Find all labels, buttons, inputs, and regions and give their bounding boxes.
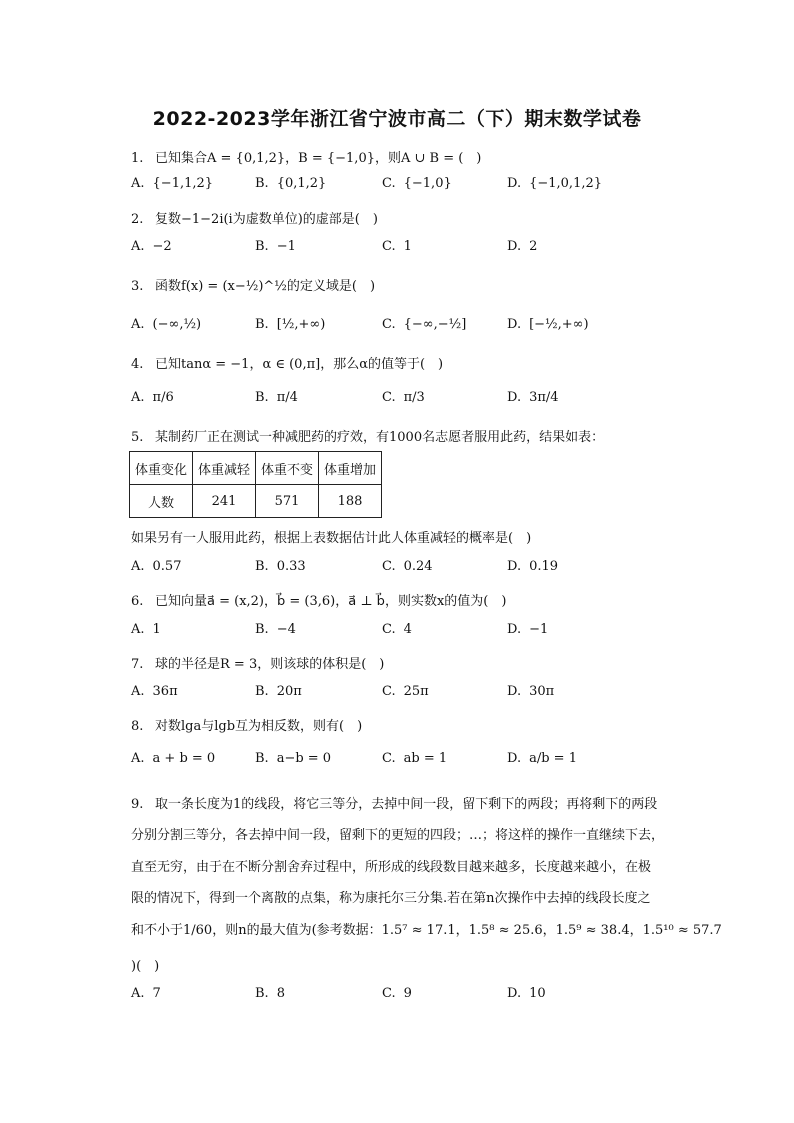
question-9 xyxy=(131,793,657,812)
option-c[interactable]: C. π/3 xyxy=(382,390,425,405)
option-a[interactable]: A. 0.57 xyxy=(131,559,182,574)
question-text: 取一条长度为1的线段，将它三等分，去掉中间一段，留下剩下的两段；再将剩下的两段 xyxy=(155,797,658,812)
option-d[interactable]: D. −1 xyxy=(507,622,549,637)
table-header-cell: 体重增加 xyxy=(319,452,382,485)
question-9-line: 和不小于1/60，则n的最大值为(参考数据：1.5⁷ ≈ 17.1，1.5⁸ ≈ 25.6，1.5⁹ ≈ 38.4，1.5¹⁰ ≈ 57.7 xyxy=(131,923,722,938)
option-a[interactable]: A. 36π xyxy=(131,684,178,699)
option-b[interactable]: B. 20π xyxy=(255,684,302,699)
option-c[interactable]: C. 0.24 xyxy=(382,559,433,574)
page-title: 2022-2023学年浙江省宁波市高二（下）期末数学试卷 xyxy=(152,108,642,130)
option-a[interactable]: A. a + b = 0 xyxy=(131,751,216,766)
question-text: 已知向量a⃗ = (x,2)，b⃗ = (3,6)，a⃗ ⊥ b⃗，则实数x的值为( ) xyxy=(155,594,507,609)
question-number: 7. xyxy=(131,657,144,672)
question-4 xyxy=(131,353,443,372)
question-text: 已知集合A = {0,1,2}，B = {−1,0}，则A ∪ B = ( ) xyxy=(155,151,482,166)
option-b[interactable]: B. −4 xyxy=(255,622,296,637)
question-number: 6. xyxy=(131,594,144,609)
options-6 xyxy=(131,622,731,642)
question-number: 3. xyxy=(131,279,144,294)
option-c[interactable]: C. 1 xyxy=(382,239,412,254)
options-7 xyxy=(131,684,731,704)
options-9 xyxy=(131,986,731,1006)
option-d[interactable]: D. 30π xyxy=(507,684,555,699)
options-5 xyxy=(131,559,731,579)
question-3 xyxy=(131,275,375,294)
option-b[interactable]: B. −1 xyxy=(255,239,296,254)
question-number: 4. xyxy=(131,357,144,372)
table-cell: 188 xyxy=(319,485,382,518)
question-number: 8. xyxy=(131,719,144,734)
table-header-row xyxy=(130,452,382,485)
option-c[interactable]: C. 4 xyxy=(382,622,412,637)
question-9-line: 限的情况下，得到一个离散的点集，称为康托尔三分集.若在第n次操作中去掉的线段长度之 xyxy=(131,891,651,906)
option-a[interactable]: A. π/6 xyxy=(131,390,174,405)
option-d[interactable]: D. 2 xyxy=(507,239,538,254)
question-5 xyxy=(131,426,604,445)
option-a[interactable]: A. (−∞,½) xyxy=(131,317,202,332)
option-a[interactable]: A. {−1,1,2} xyxy=(131,176,214,191)
question-9-line: 分别分割三等分，各去掉中间一段，留剩下的更短的四段；…；将这样的操作一直继续下去， xyxy=(131,828,665,843)
question-7 xyxy=(131,653,384,672)
question-text: 已知tanα = −1，α ∈ (0,π]，那么α的值等于( ) xyxy=(155,357,444,372)
option-d[interactable]: D. 10 xyxy=(507,986,546,1001)
question-5-follow: 如果另有一人服用此药，根据上表数据估计此人体重减轻的概率是( ) xyxy=(131,531,532,546)
option-b[interactable]: B. 8 xyxy=(255,986,285,1001)
option-b[interactable]: B. a−b = 0 xyxy=(255,751,332,766)
option-c[interactable]: C. 25π xyxy=(382,684,429,699)
option-a[interactable]: A. −2 xyxy=(131,239,172,254)
option-c[interactable]: C. 9 xyxy=(382,986,412,1001)
option-c[interactable]: C. {−∞,−½] xyxy=(382,317,467,332)
options-1 xyxy=(131,176,731,196)
option-d[interactable]: D. {−1,0,1,2} xyxy=(507,176,603,191)
table-header-cell: 体重变化 xyxy=(130,452,193,485)
question-9-line: )( ) xyxy=(131,959,160,974)
question-2 xyxy=(131,208,378,227)
question-text: 函数f(x) = (x−½)^½的定义域是( ) xyxy=(155,279,376,294)
option-d[interactable]: D. [−½,+∞) xyxy=(507,317,589,332)
options-8 xyxy=(131,751,731,771)
table-header-cell: 体重不变 xyxy=(256,452,319,485)
option-c[interactable]: C. {−1,0} xyxy=(382,176,452,191)
question-text: 复数−1−2i(i为虚数单位)的虚部是( ) xyxy=(155,212,378,227)
question-text: 某制药厂正在测试一种减肥药的疗效，有1000名志愿者服用此药，结果如表： xyxy=(155,430,605,445)
table-cell: 571 xyxy=(256,485,319,518)
question-text: 球的半径是R = 3，则该球的体积是( ) xyxy=(155,657,385,672)
question-number: 1. xyxy=(131,151,144,166)
question-9-line: 直至无穷，由于在不断分割舍弃过程中，所形成的线段数目越来越多，长度越来越小，在极 xyxy=(131,860,652,875)
table-cell: 241 xyxy=(193,485,256,518)
question-6 xyxy=(131,590,506,609)
options-3 xyxy=(131,317,731,337)
option-b[interactable]: B. {0,1,2} xyxy=(255,176,327,191)
option-d[interactable]: D. 3π/4 xyxy=(507,390,559,405)
question-number: 5. xyxy=(131,430,144,445)
table-header-cell: 体重减轻 xyxy=(193,452,256,485)
question-number: 9. xyxy=(131,797,144,812)
option-a[interactable]: A. 1 xyxy=(131,622,161,637)
options-2 xyxy=(131,239,731,259)
question-number: 2. xyxy=(131,212,144,227)
option-b[interactable]: B. 0.33 xyxy=(255,559,306,574)
option-b[interactable]: B. [½,+∞) xyxy=(255,317,326,332)
option-d[interactable]: D. 0.19 xyxy=(507,559,559,574)
question-1 xyxy=(131,147,481,166)
option-a[interactable]: A. 7 xyxy=(131,986,161,1001)
question-text: 对数lga与lgb互为相反数，则有( ) xyxy=(155,719,363,734)
option-c[interactable]: C. ab = 1 xyxy=(382,751,448,766)
table-cell: 人数 xyxy=(130,485,193,518)
option-d[interactable]: D. a/b = 1 xyxy=(507,751,577,766)
option-b[interactable]: B. π/4 xyxy=(255,390,298,405)
question-8 xyxy=(131,715,362,734)
results-table xyxy=(129,451,382,518)
options-4 xyxy=(131,390,731,410)
table-row xyxy=(130,485,382,518)
